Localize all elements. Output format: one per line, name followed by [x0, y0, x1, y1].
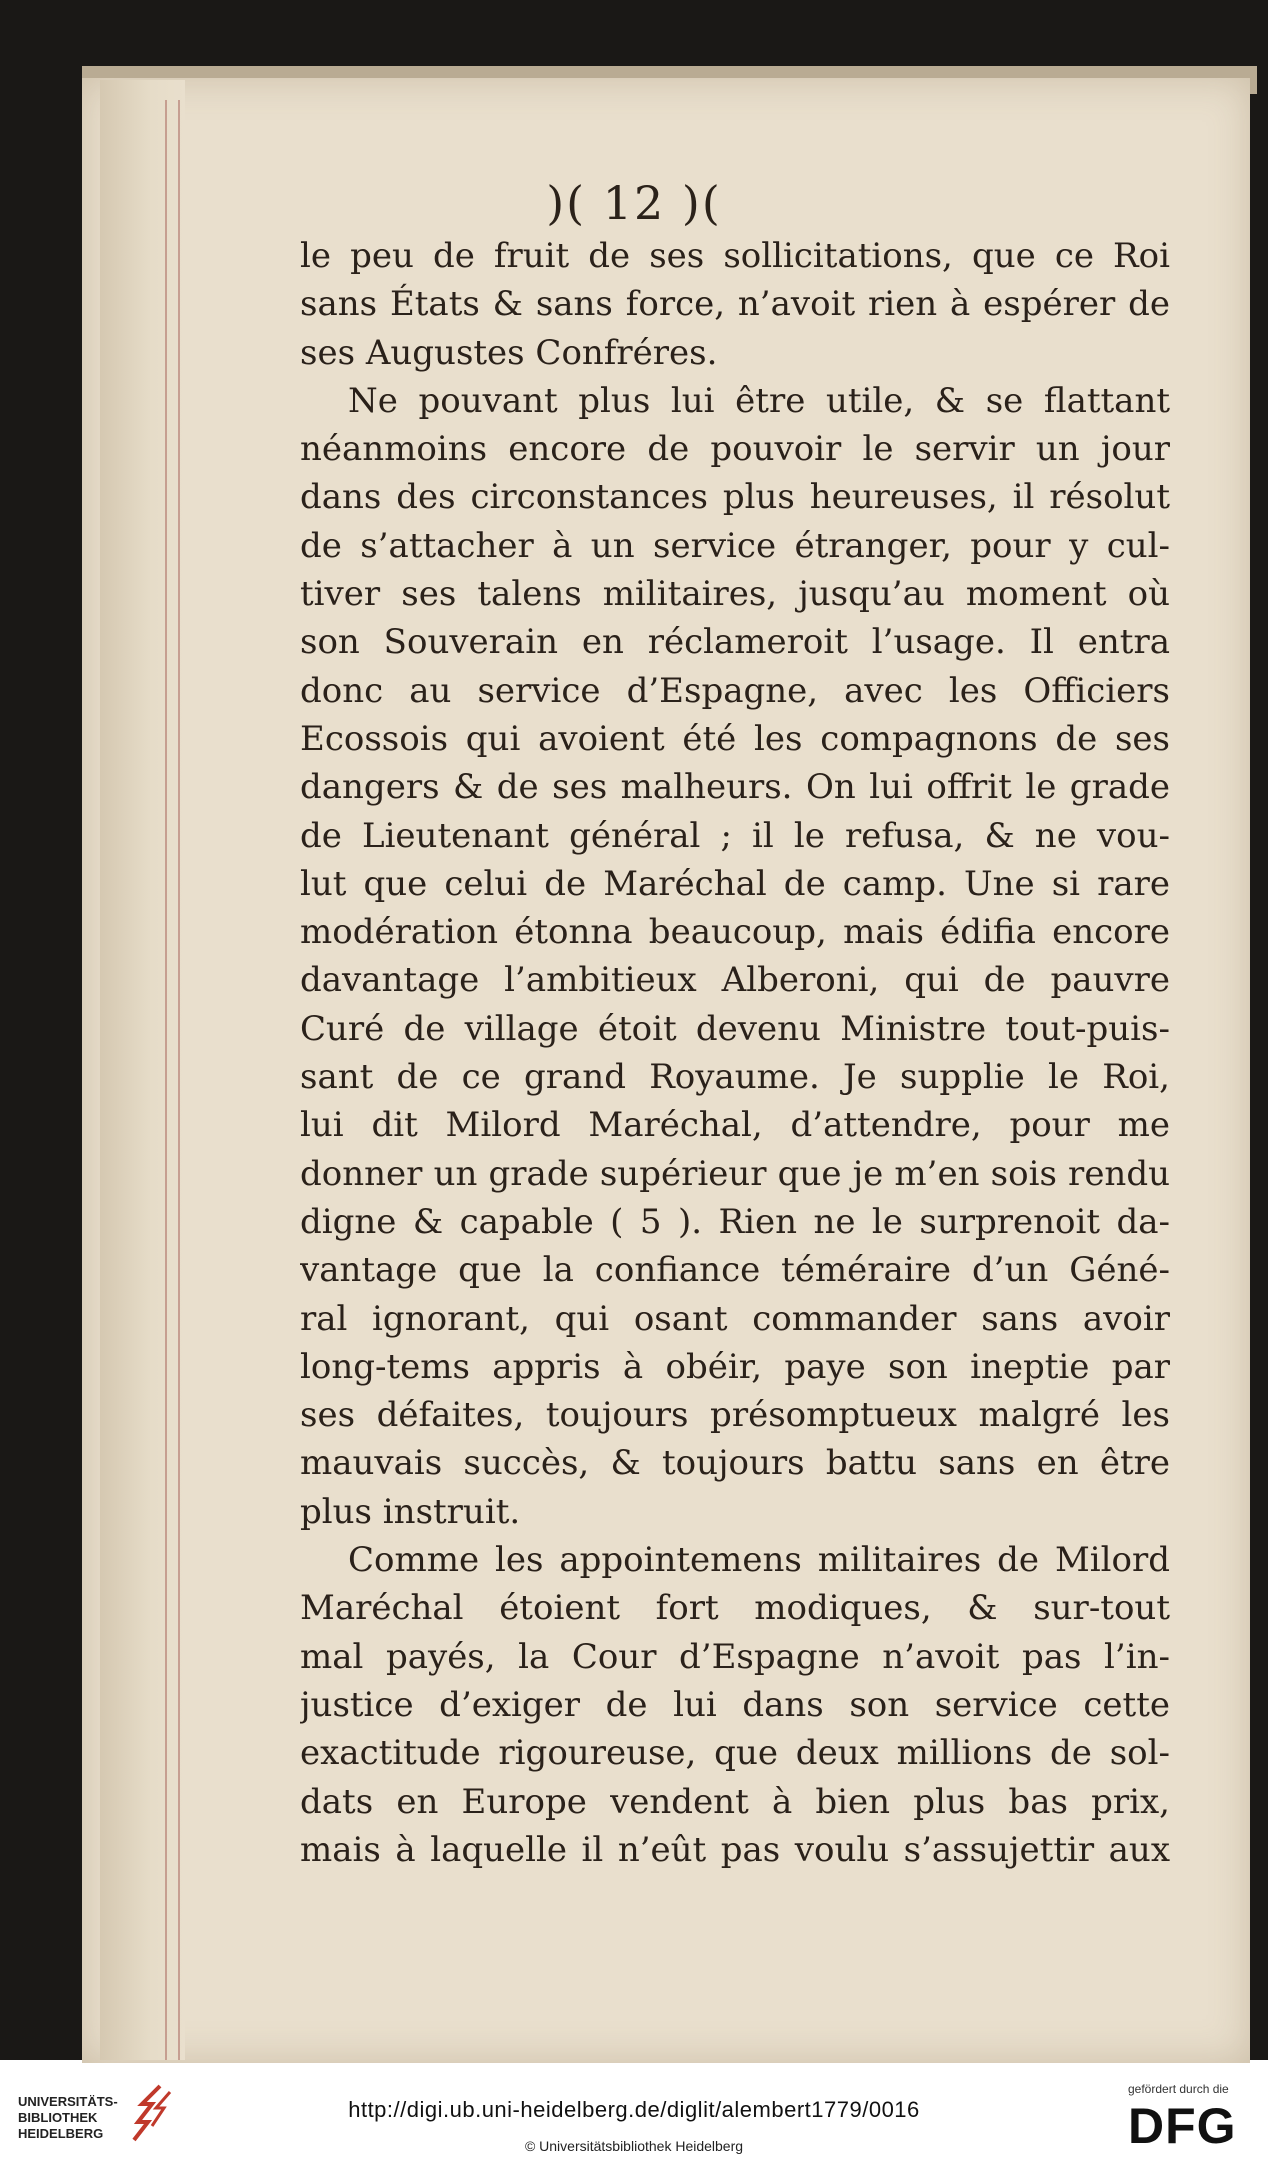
copyright-notice: © Universitätsbibliothek Heidelberg — [524, 2138, 744, 2154]
text-line: sans États & sans force, n’avoit rien à espérer de — [300, 284, 1170, 325]
text-line: modération étonna beaucoup, mais édifia encore — [300, 912, 1170, 953]
text-line: mais à laquelle il n’eût pas voulu s’assujettir aux — [300, 1829, 1170, 1870]
text-line: lui dit Milord Maréchal, d’attendre, pour me — [300, 1105, 1170, 1146]
text-line: donner un grade supérieur que je m’en sois rendu — [300, 1153, 1170, 1194]
text-line: dangers & de ses malheurs. On lui offrit le grade — [300, 767, 1170, 808]
text-line: son Souverain en réclameroit l’usage. Il entra — [300, 622, 1170, 663]
text-line: tiver ses talens militaires, jusqu’au moment où — [300, 574, 1170, 615]
text-line: ral ignorant, qui osant commander sans avoir — [300, 1298, 1170, 1339]
page-number-header: )( 12 )( — [546, 176, 722, 230]
text-line: ses Augustes Confréres. — [300, 332, 718, 373]
page-gutter — [100, 80, 185, 2060]
text-line: de s’attacher à un service étranger, pour y cul- — [300, 525, 1170, 566]
margin-rule — [165, 100, 167, 2060]
text-line: davantage l’ambitieux Alberoni, qui de pauvre — [300, 960, 1170, 1001]
text-line: Ne pouvant plus lui être utile, & se flattant — [348, 380, 1170, 421]
text-line: justice d’exiger de lui dans son service cette — [300, 1684, 1170, 1725]
text-line: dans des circonstances plus heureuses, il résolut — [300, 477, 1170, 518]
dfg-logo: DFG — [1128, 2098, 1237, 2154]
text-line: mauvais succès, & toujours battu sans en être — [300, 1443, 1170, 1484]
text-line: Ecossois qui avoient été les compagnons de ses — [300, 718, 1170, 759]
page-text — [300, 232, 1170, 1874]
text-line: dats en Europe vendent à bien plus bas prix, — [300, 1781, 1170, 1822]
text-line: donc au service d’Espagne, avec les Officiers — [300, 670, 1170, 711]
text-line: exactitude rigoureuse, que deux millions de sol- — [300, 1733, 1170, 1774]
text-line: mal payés, la Cour d’Espagne n’avoit pas l’in- — [300, 1636, 1170, 1677]
ub-logo-line: HEIDELBERG — [18, 2126, 104, 2141]
text-line: Comme les appointemens militaires de Milord — [348, 1540, 1170, 1581]
text-line: Maréchal étoient fort modiques, & sur-tout — [300, 1588, 1170, 1629]
text-line: néanmoins encore de pouvoir le servir un jour — [300, 429, 1170, 470]
text-line: vantage que la confiance téméraire d’un Géné- — [300, 1250, 1170, 1291]
text-line: le peu de fruit de ses sollicitations, que ce Roi — [300, 236, 1170, 276]
ub-logo-line: BIBLIOTHEK — [18, 2110, 98, 2125]
text-line: lut que celui de Maréchal de camp. Une si rare — [300, 863, 1170, 904]
text-line: plus instruit. — [300, 1491, 521, 1532]
text-line: Curé de village étoit devenu Ministre tout-puis- — [300, 1008, 1170, 1049]
source-url-link[interactable]: http://digi.ub.uni-heidelberg.de/diglit/alembert1779/0016 — [348, 2097, 920, 2122]
text-line: sant de ce grand Royaume. Je supplie le Roi, — [300, 1057, 1170, 1098]
text-line: de Lieutenant général ; il le refusa, & ne vou- — [300, 815, 1170, 856]
sponsor-caption: gefördert durch die — [1128, 2082, 1229, 2096]
text-line: digne & capable ( 5 ). Rien ne le surprenoit da- — [300, 1201, 1170, 1242]
text-line: long-tems appris à obéir, paye son ineptie par — [300, 1346, 1170, 1387]
text-line: ses défaites, toujours présomptueux malgré les — [300, 1395, 1170, 1436]
margin-rule — [178, 100, 180, 2060]
ub-logo-line: UNIVERSITÄTS- — [18, 2094, 118, 2109]
